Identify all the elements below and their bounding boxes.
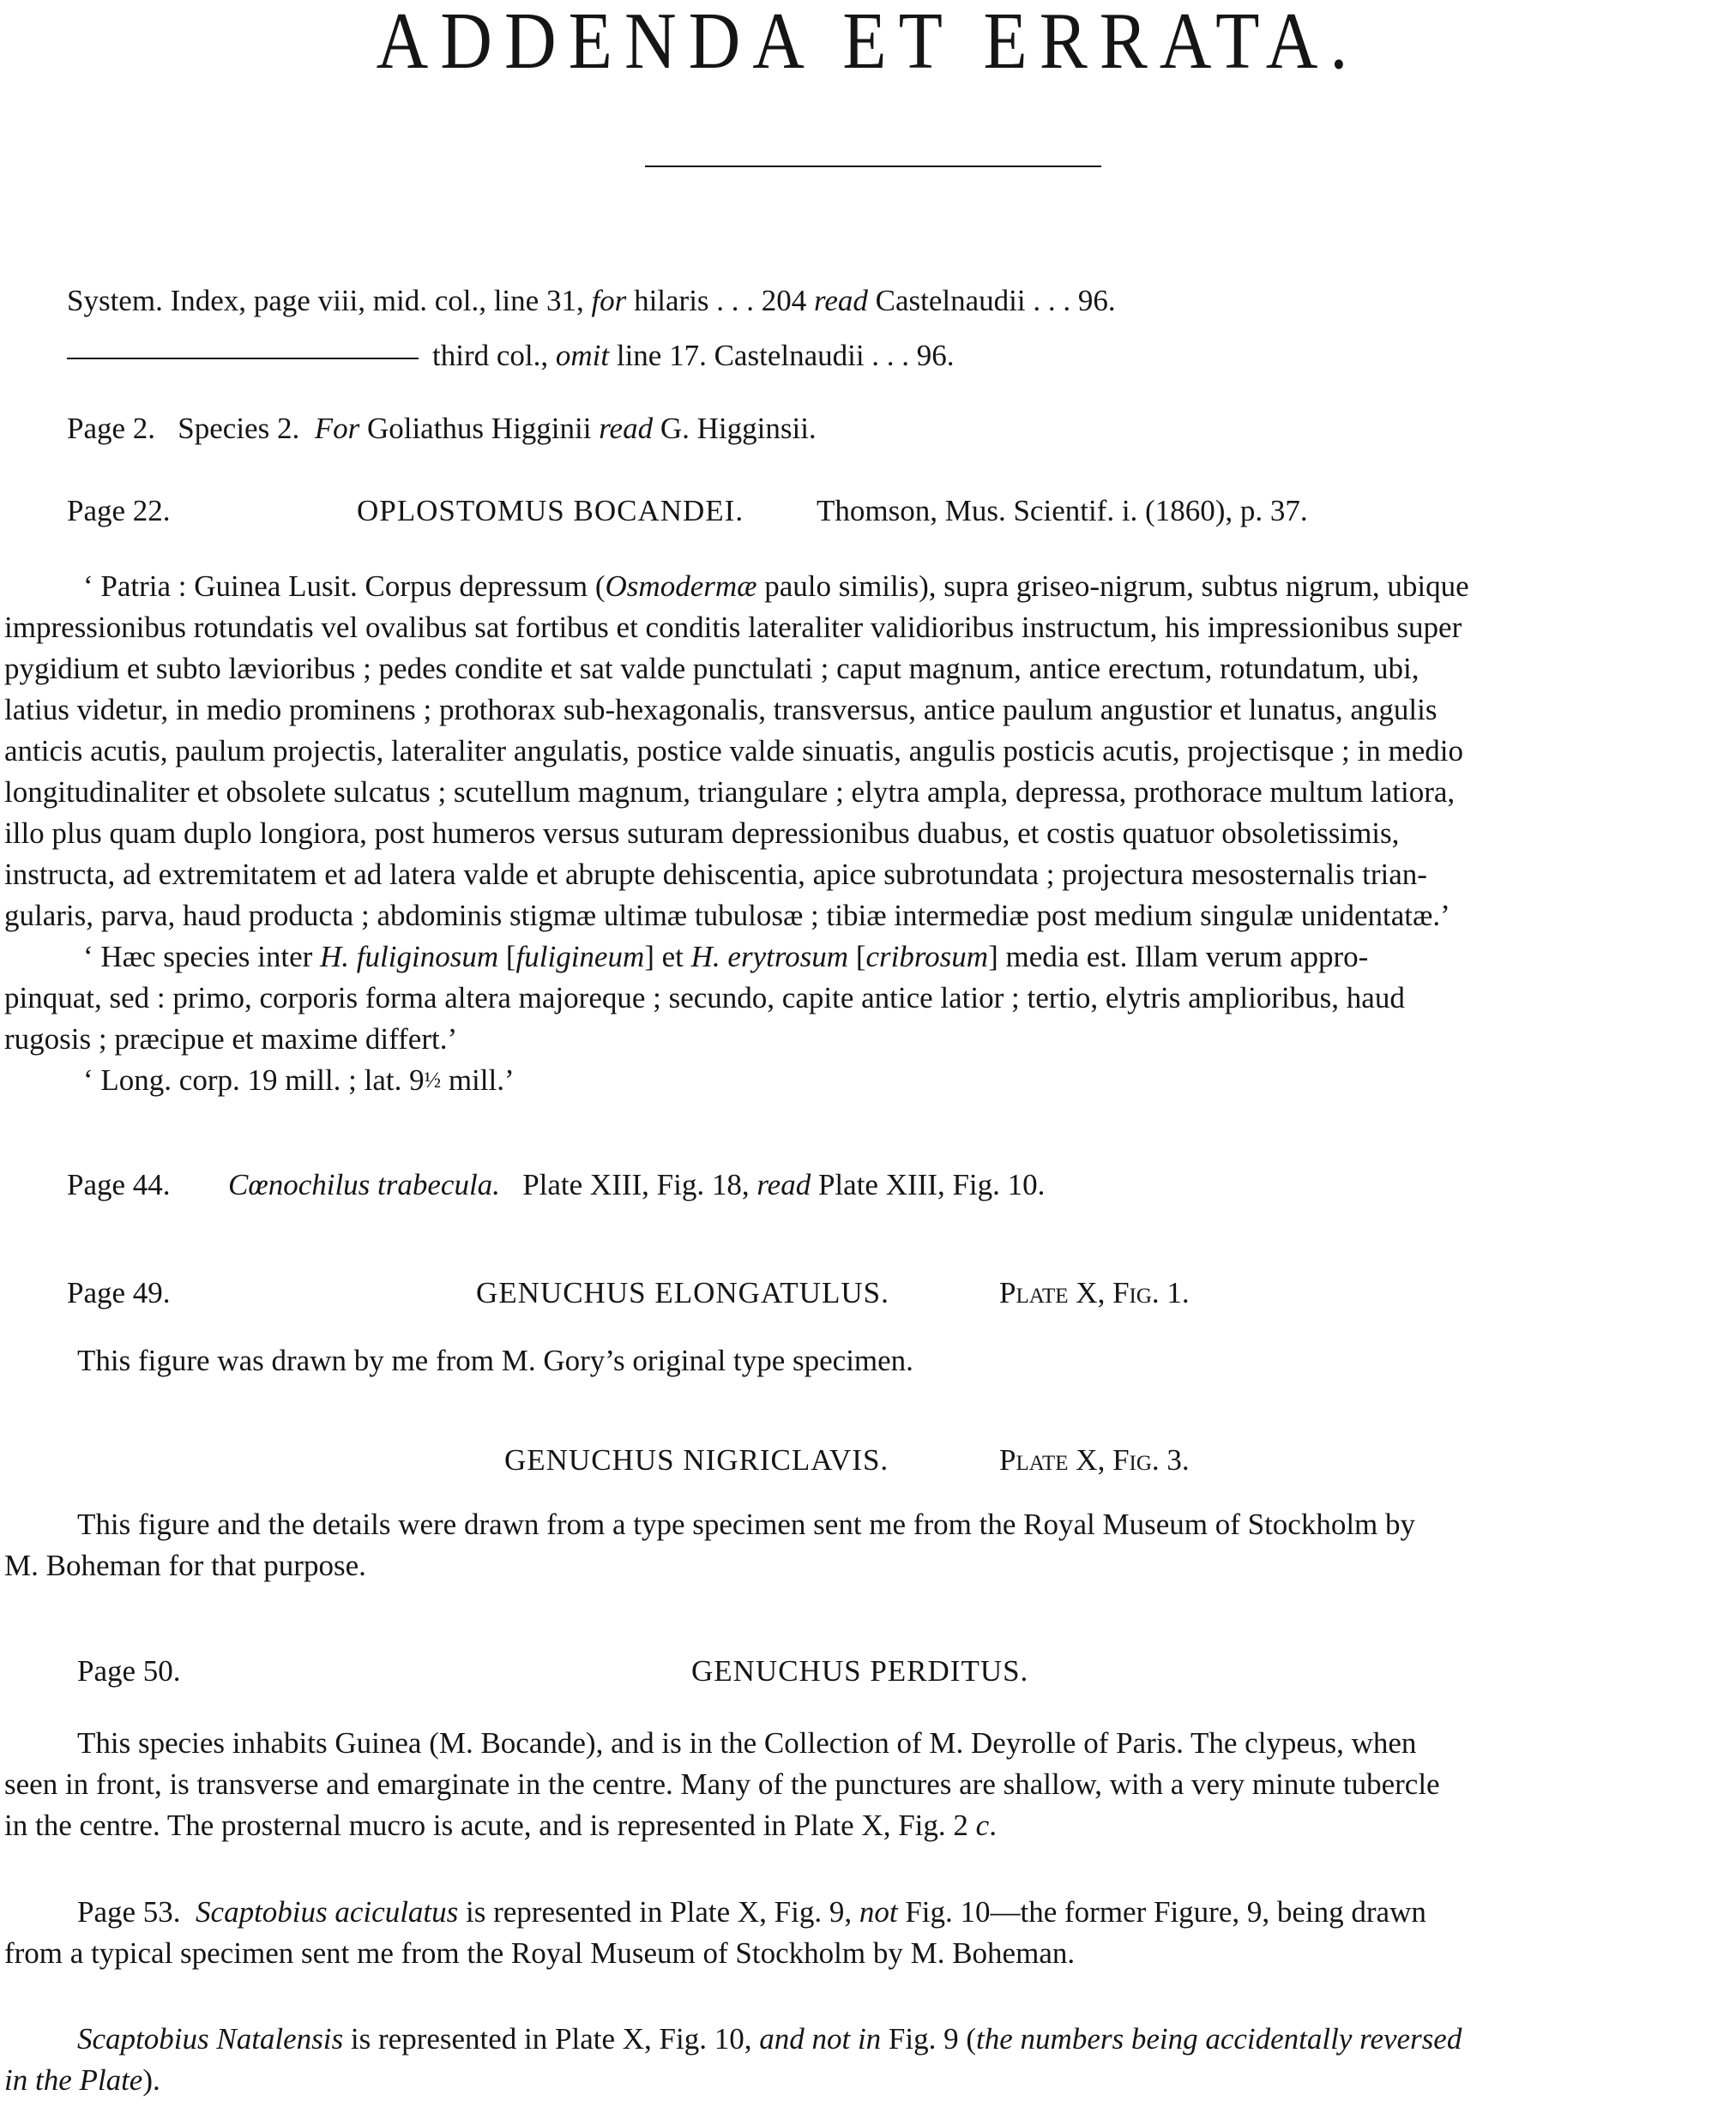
title-rule: [645, 166, 1101, 167]
errata-omit: omit: [555, 339, 610, 372]
text-line: M. Boheman for that purpose.: [4, 1549, 366, 1582]
latin-line: illo plus quam duplo longiora, post humeros versus suturam depressionibus duabus, et costis quatuor obsoletissimis,: [4, 816, 1400, 850]
latin-line: gularis, parva, haud producta ; abdominis stigmæ ultimæ tubulosæ ; tibiæ intermediæ post medium singulæ unidentatæ.’: [4, 899, 1450, 932]
ditto-dash: [67, 358, 419, 359]
latin-line: longitudinaliter et obsolete sulcatus ; scutellum magnum, triangulare ; elytra ampla, depressa, prothorace multum latiora,: [4, 775, 1456, 809]
text-line: in the Plate).: [4, 2063, 160, 2097]
text-line: in the centre. The prosternal mucro is acute, and is represented in Plate X, Fig. 2 c.: [4, 1809, 997, 1842]
page44-line: Cœnochilus trabecula. Plate XIII, Fig. 18, read Plate XIII, Fig. 10.: [228, 1168, 1046, 1201]
errata-text: line 17. Castelnaudii . . . 96.: [609, 339, 955, 372]
species-reference: Thomson, Mus. Scientif. i. (1860), p. 37.: [817, 494, 1308, 527]
species-name-oplostomus: OPLOSTOMUS BOCANDEI.: [357, 494, 744, 527]
errata-text: Goliathus Higginii: [359, 412, 600, 445]
text-line: Scaptobius Natalensis is represented in Plate X, Fig. 10, and not in Fig. 9 (the numbers being accidentally reversed: [77, 2022, 1462, 2056]
latin-line: latius videtur, in medio prominens ; prothorax sub-hexagonalis, transversus, antice paulum angustior et lunatus, angulis: [4, 693, 1438, 726]
page-title: ADDENDA ET ERRATA.: [376, 0, 1360, 87]
text-line: Page 53. Scaptobius aciculatus is represented in Plate X, Fig. 9, not Fig. 10—the former Figure, 9, being drawn: [77, 1895, 1426, 1929]
latin-line: rugosis ; præcipue et maxime differt.’: [4, 1022, 458, 1056]
errata-read: read: [599, 412, 654, 445]
page53-text: [4, 1892, 1730, 1974]
plate-ref-elongatulus: Plate X, Fig. 1.: [999, 1276, 1190, 1309]
text-line: This species inhabits Guinea (M. Bocande), and is in the Collection of M. Deyrolle of Paris. The clypeus, when: [77, 1726, 1417, 1760]
page50-label: Page 50.: [77, 1654, 181, 1688]
latin-line: ‘ Long. corp. 19 mill. ; lat. 9½ mill.’: [83, 1063, 515, 1097]
page22-label: Page 22.: [67, 494, 171, 527]
errata-text: hilaris . . . 204: [626, 284, 815, 317]
latin-line: instructa, ad extremitatem et ad latera valde et abrupte dehiscentia, apice subrotundata ; projectura mesosternalis trian-: [4, 858, 1427, 891]
latin-line: ‘ Hæc species inter H. fuliginosum [fuligineum] et H. erytrosum [cribrosum] media est. Illam verum appro-: [83, 940, 1369, 973]
species-name-perditus: GENUCHUS PERDITUS.: [691, 1654, 1029, 1688]
text-line: This figure and the details were drawn from a type specimen sent me from the Royal Museum of Stockholm by: [77, 1508, 1416, 1541]
page44-label: Page 44.: [67, 1168, 171, 1201]
latin-line: pinquat, sed : primo, corporis forma altera majoreque ; secundo, capite antice latior ; tertio, elytris amplioribus, haud: [4, 981, 1405, 1014]
species-name-nigriclavis: GENUCHUS NIGRICLAVIS.: [504, 1443, 889, 1477]
errata-text: third col.,: [432, 339, 556, 372]
elongatulus-text: This figure was drawn by me from M. Gory’s original type specimen.: [77, 1344, 913, 1377]
errata-for: For: [314, 412, 360, 445]
errata-read: read: [814, 284, 868, 317]
errata-system-index-line: [67, 280, 1116, 322]
latin-line: impressionibus rotundatis vel ovalibus sat fortibus et conditis lateraliter validioribus instructum, his impressionibus super: [4, 611, 1462, 644]
nigriclavis-text: [4, 1504, 1730, 1586]
errata-text: G. Higginsii.: [653, 412, 817, 445]
natalensis-text: [4, 2019, 1730, 2101]
species-name-elongatulus: GENUCHUS ELONGATULUS.: [476, 1276, 889, 1309]
errata-text: Page 2. Species 2.: [67, 412, 315, 445]
latin-description: [4, 566, 1730, 1101]
errata-third-col-line: [67, 335, 955, 376]
errata-text: Castelnaudii . . . 96.: [867, 284, 1116, 317]
latin-line: anticis acutis, paulum projectis, lateraliter angulatis, postice valde sinuatis, angulis posticis acutis, projectisque ; in medio: [4, 734, 1463, 768]
plate-ref-nigriclavis: Plate X, Fig. 3.: [999, 1443, 1190, 1477]
errata-text: System. Index, page viii, mid. col., line 31,: [67, 284, 592, 317]
latin-line: ‘ Patria : Guinea Lusit. Corpus depressum (Osmodermæ paulo similis), supra griseo-nigrum, subtus nigrum, ubique: [83, 569, 1469, 603]
latin-line: pygidium et subto lævioribus ; pedes condite et sat valde punctulati ; caput magnum, antice erectum, rotundatum, ubi,: [4, 652, 1420, 685]
perditus-text: [4, 1723, 1730, 1846]
species-name-coenochilus: Cœnochilus trabecula.: [228, 1168, 500, 1201]
page49-label: Page 49.: [67, 1276, 171, 1309]
text-line: seen in front, is transverse and emarginate in the centre. Many of the punctures are shallow, with a very minute tubercle: [4, 1767, 1440, 1801]
errata-for: for: [591, 284, 627, 317]
errata-page2-line: [67, 408, 817, 449]
text-line: from a typical specimen sent me from the Royal Museum of Stockholm by M. Boheman.: [4, 1936, 1076, 1970]
